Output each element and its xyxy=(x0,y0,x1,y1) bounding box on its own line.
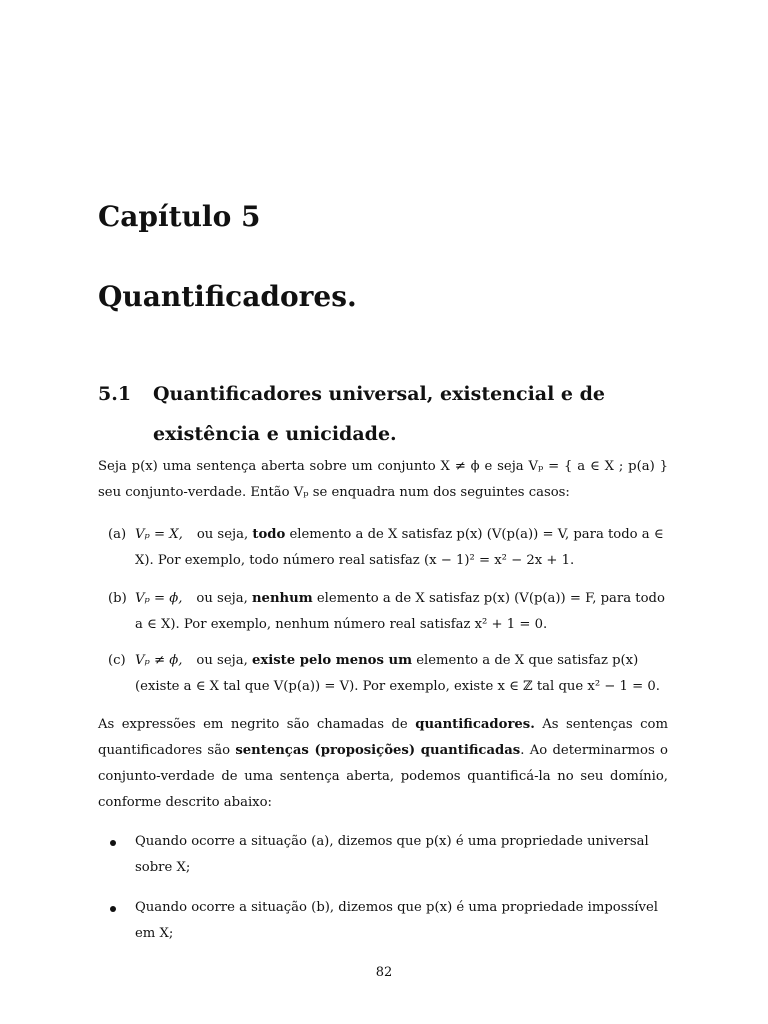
case-item xyxy=(108,648,668,700)
case-quantifier: todo xyxy=(252,527,286,542)
definition-paragraph xyxy=(98,712,668,816)
case-text-after: elemento a de X que satisfaz p(x) (existe a ∈ X tal que V(p(a)) = V). Por exemplo, existe x ∈ ℤ tal que x² − 1 = 0. xyxy=(135,653,660,694)
definition-text-3: . Ao determinarmos o conjunto-verdade de uma sentença aberta, podemos quantificá-la no seu domínio, conforme descrito abaixo: xyxy=(98,743,669,810)
section-title: Quantificadores universal, existencial e de existência e unicidade. xyxy=(153,383,606,445)
case-text-after: elemento a de X satisfaz p(x) (V(p(a)) = V, para todo a ∈ X). Por exemplo, todo número real satisfaz (x − 1)² = x² − 2x + 1. xyxy=(135,527,664,568)
definition-term-quantified: sentenças (proposições) quantificadas xyxy=(235,743,521,758)
list-item xyxy=(110,829,668,881)
case-body xyxy=(135,648,668,700)
definition-text-1: As expressões em negrito são chamadas de xyxy=(98,717,416,732)
definition-term-quantifiers: quantificadores. xyxy=(415,717,535,732)
bullet-icon xyxy=(110,906,116,912)
case-text-after: elemento a de X satisfaz p(x) (V(p(a)) = F, para todo a ∈ X). Por exemplo, nenhum número real satisfaz x² + 1 = 0. xyxy=(135,591,665,632)
bullet-icon xyxy=(110,840,116,846)
case-text-before: ou seja, xyxy=(196,527,253,542)
case-body xyxy=(135,522,668,574)
list-item-text: Quando ocorre a situação (a), dizemos que p(x) é uma propriedade universal sobre X; xyxy=(135,834,649,875)
case-quantifier: nenhum xyxy=(251,591,313,606)
case-letter: (a) xyxy=(108,527,127,542)
case-letter: (c) xyxy=(108,653,126,668)
section-heading xyxy=(98,374,708,454)
definition-text-2: As sentenças com quantificadores são xyxy=(98,717,668,758)
case-item xyxy=(108,522,668,574)
case-quantifier: existe pelo menos um xyxy=(251,653,413,668)
list-item xyxy=(110,895,668,947)
case-formula: Vₚ = X, xyxy=(135,527,183,542)
chapter-label: Capítulo 5 xyxy=(98,200,261,233)
case-formula: Vₚ ≠ ϕ, xyxy=(135,653,183,668)
intro-paragraph: Seja p(x) uma sentença aberta sobre um conjunto X ≠ ϕ e seja Vₚ = { a ∈ X ; p(a) } seu conjunto-verdade. Então Vₚ se enquadra num dos seguintes casos: xyxy=(98,459,668,500)
page-number: 82 xyxy=(375,965,393,980)
case-text-before: ou seja, xyxy=(196,653,252,668)
list-item-text: Quando ocorre a situação (b), dizemos que p(x) é uma propriedade impossível em X; xyxy=(135,900,658,941)
case-text-before: ou seja, xyxy=(196,591,252,606)
case-letter: (b) xyxy=(108,591,127,606)
chapter-title: Quantificadores. xyxy=(98,280,357,313)
case-item xyxy=(108,586,668,638)
section-number: 5.1 xyxy=(98,383,132,405)
case-body xyxy=(135,586,668,638)
case-formula: Vₚ = ϕ, xyxy=(135,591,183,606)
